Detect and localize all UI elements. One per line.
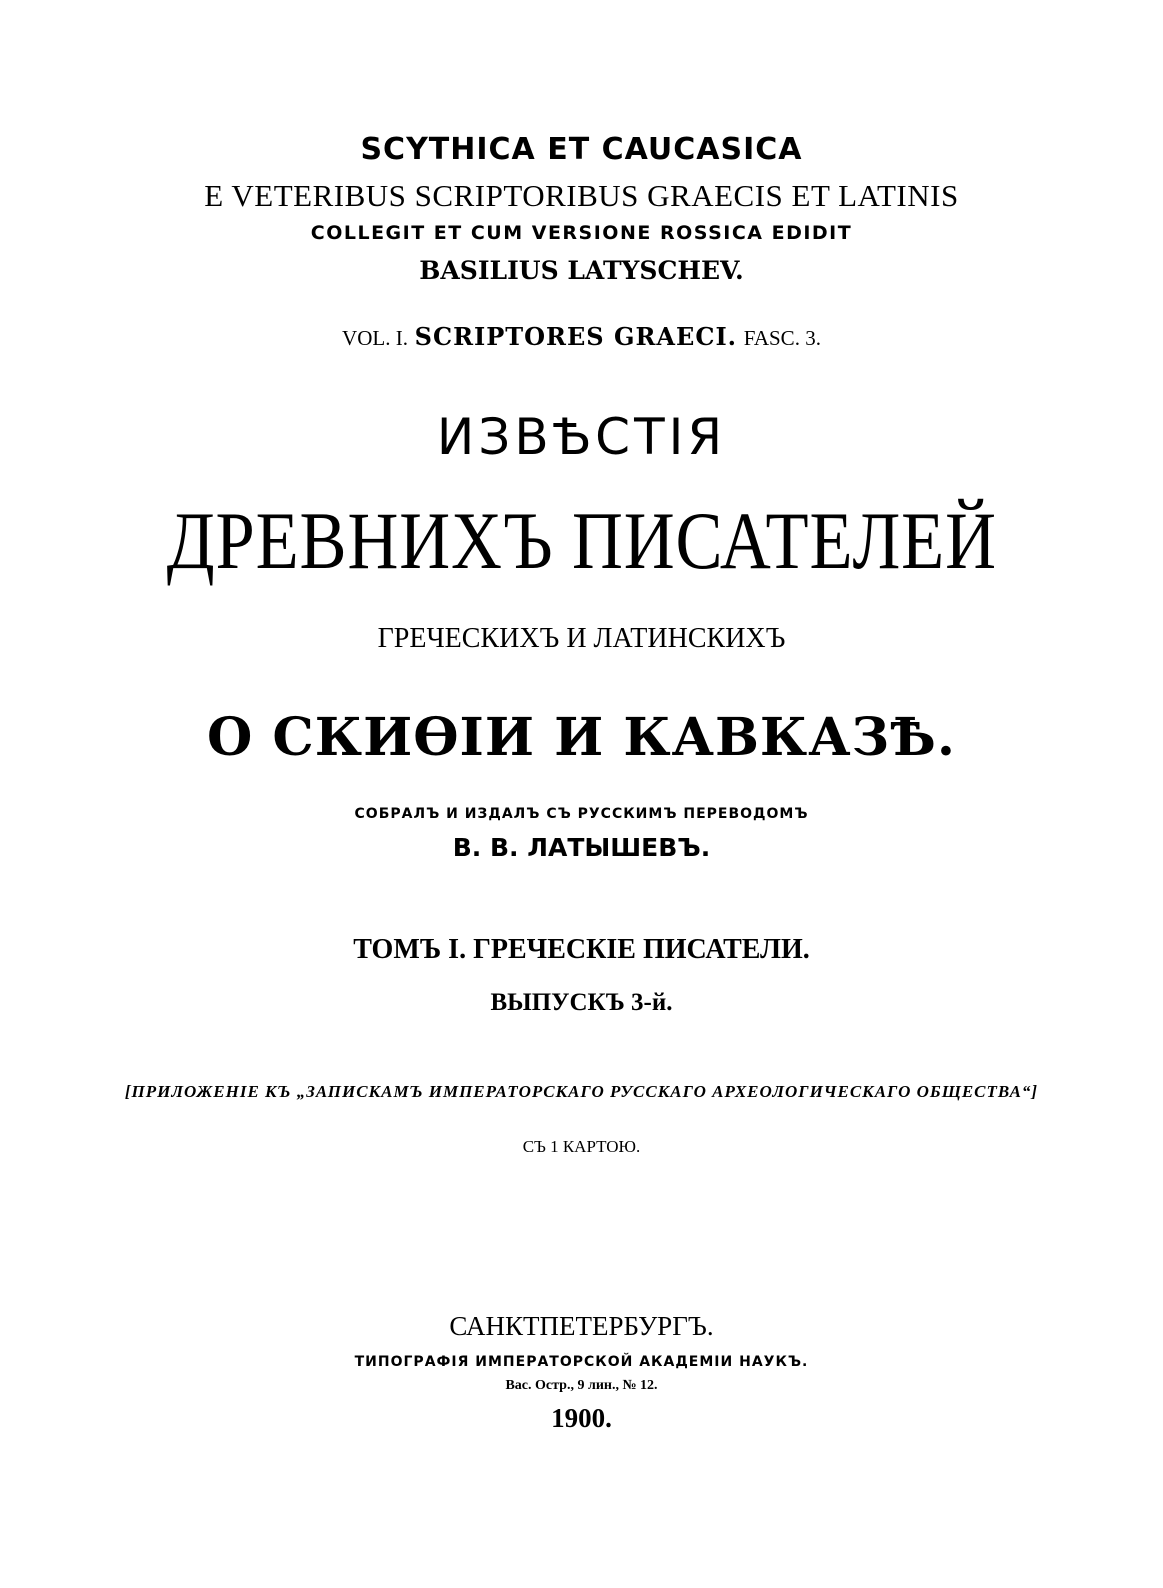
russian-author: В. В. ЛАТЫШЕВЪ.: [452, 833, 711, 862]
russian-volume: ТОМЪ I. ГРЕЧЕСКІЕ ПИСАТЕЛИ.: [353, 934, 810, 965]
russian-main-title-row: [0, 495, 1163, 586]
russian-title-word: ИЗВѢСТІЯ: [436, 408, 727, 466]
volume-prefix: VOL. I.: [342, 326, 408, 350]
russian-issue: ВЫПУСКЪ 3-й.: [490, 989, 673, 1016]
map-note: СЪ 1 КАРТОЮ.: [522, 1137, 641, 1156]
supplement-note: [ПРИЛОЖЕНІЕ КЪ „ЗАПИСКАМЪ ИМПЕРАТОРСКАГО РУССКАГО АРХЕОЛОГИЧЕСКАГО ОБЩЕСТВА“]: [124, 1082, 1039, 1101]
russian-topic-title: О СКИѲІИ И КАВКАЗѢ.: [207, 707, 956, 768]
latin-series-title: SCYTHICA ET CAUCASICA: [360, 132, 803, 167]
volume-title: SCRIPTORES GRAECI.: [414, 322, 738, 351]
russian-main-title: ДРЕВНИХЪ ПИСАТЕЛЕЙ: [166, 495, 997, 586]
imprint-press: ТИПОГРАФІЯ ИМПЕРАТОРСКОЙ АКАДЕМІИ НАУКЪ.: [354, 1354, 809, 1370]
imprint-address: Вас. Остр., 9 лин., № 12.: [505, 1378, 658, 1393]
latin-editor-note: COLLEGIT ET CUM VERSIONE ROSSICA EDIDIT: [310, 222, 853, 244]
latin-volume-line: [0, 322, 1163, 351]
volume-suffix: FASC. 3.: [743, 326, 821, 350]
russian-subtitle: ГРЕЧЕСКИХЪ И ЛАТИНСКИХЪ: [377, 623, 786, 654]
russian-collected-note: СОБРАЛЪ И ИЗДАЛЪ СЪ РУССКИМЪ ПЕРЕВОДОМЪ: [354, 806, 809, 822]
imprint-city: САНКТПЕТЕРБУРГЪ.: [449, 1311, 714, 1341]
imprint-year: 1900.: [551, 1403, 612, 1433]
latin-subtitle: E VETERIBUS SCRIPTORIBUS GRAECIS ET LATINIS: [204, 178, 959, 213]
latin-author: BASILIUS LATYSCHEV.: [419, 256, 744, 285]
